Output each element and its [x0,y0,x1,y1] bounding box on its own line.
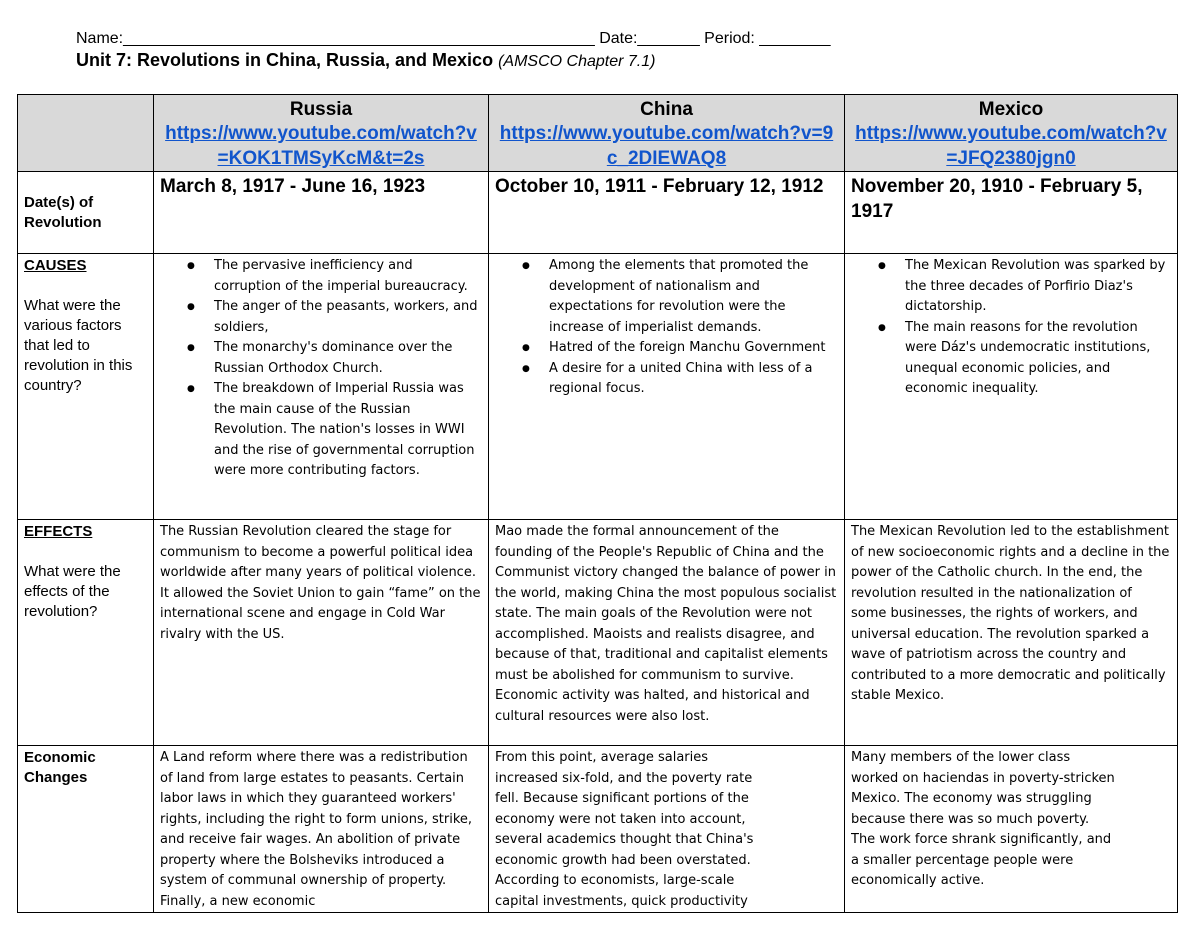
list-item: ● The main reasons for the revolution were Dáz's undemocratic institutions, unequal economic policies, and economic inequality. [905,318,1171,400]
country-name: Russia [289,99,353,120]
title-subtitle: (AMSCO Chapter 7.1) [498,53,656,70]
video-link[interactable]: https://www.youtube.com/watch?v=JFQ2380jgn0 [855,123,1167,169]
row-label-causes [18,254,154,520]
list-item: ● The Mexican Revolution was sparked by the three decades of Porfirio Diaz's dictatorship. [905,256,1171,318]
date-china: October 10, 1911 - February 12, 1912 [489,172,845,254]
economic-row [18,746,1178,913]
date-mexico: November 20, 1910 - February 5, 1917 [845,172,1178,254]
economic-mexico: Many members of the lower class worked on haciendas in poverty-stricken Mexico. The economy was struggling because there was so much poverty. The work force shrank significantly, and a smaller percentage people were economically active. [845,746,1178,913]
economic-russia: A Land reform where there was a redistribution of land from large estates to peasants. Certain labor laws in which they guaranteed workers' rights, including the right to form unions, strike, and receive fair wages. An abolition of private property where the Bolsheviks introduced a system of communal ownership of property. Finally, a new economic [154,746,489,913]
effects-mexico: The Mexican Revolution led to the establishment of new socioeconomic rights and a decline in the power of the Catholic church. In the end, the revolution resulted in the nationalization of some businesses, the rights of workers, and universal education. The revolution sparked a wave of patriotism across the country and contributed to a more democratic and politically stable Mexico. [845,520,1178,746]
video-link[interactable]: https://www.youtube.com/watch?v=9c_2DIEWAQ8 [499,123,834,169]
row-label-dates: Date(s) of Revolution [18,172,154,254]
country-name: China [640,99,693,120]
column-header-russia [154,95,489,172]
dates-row [18,172,1178,254]
list-item: ● Among the elements that promoted the development of nationalism and expectations for revolution were the increase of imperialist demands. [549,256,838,338]
effects-row [18,520,1178,746]
list-item: ● A desire for a united China with less of a regional focus. [549,359,838,400]
effects-question: What were the effects of the revolution? [24,563,121,620]
name-date-period-line: Name:_____________________________________________________ Date:_______ Period: ________ [76,30,831,47]
list-item: ● The monarchy's dominance over the Russian Orthodox Church. [214,338,482,379]
corner-cell [18,95,154,172]
causes-row [18,254,1178,520]
date-russia: March 8, 1917 - June 16, 1923 [154,172,489,254]
causes-heading: CAUSES [24,257,87,274]
page-title [76,50,655,71]
column-header-mexico [845,95,1178,172]
table-header-row [18,95,1178,172]
causes-russia [154,254,489,520]
video-link[interactable]: https://www.youtube.com/watch?v=KOK1TMSyKcM&t=2s [165,123,477,169]
causes-china [489,254,845,520]
list-item: ● The anger of the peasants, workers, and soldiers, [214,297,482,338]
list-item: ● The pervasive inefficiency and corruption of the imperial bureaucracy. [214,256,482,297]
effects-china: Mao made the formal announcement of the founding of the People's Republic of China and the Communist victory changed the balance of power in the world, making China the most populous socialist state. The main goals of the Revolution were not accomplished. Maoists and realists disagree, and because of that, traditional and capitalist elements must be abolished for communism to survive. Economic activity was halted, and historical and cultural resources were also lost. [489,520,845,746]
causes-question: What were the various factors that led to revolution in this country? [24,297,133,394]
economic-china: From this point, average salaries increased six-fold, and the poverty rate fell. Because significant portions of the economy were not taken into account, several academics thought that China's economic growth had been overstated. According to economists, large-scale capital investments, quick productivity [489,746,845,913]
row-label-effects [18,520,154,746]
list-item: ● The breakdown of Imperial Russia was the main cause of the Russian Revolution. The nation's losses in WWI and the rise of governmental corruption were more contributing factors. [214,379,482,482]
effects-russia: The Russian Revolution cleared the stage for communism to become a powerful political idea worldwide after many years of political violence. It allowed the Soviet Union to gain “fame” on the international scene and engage in Cold War rivalry with the US. [154,520,489,746]
column-header-china [489,95,845,172]
revolutions-table [17,94,1178,913]
country-name: Mexico [978,99,1044,120]
effects-heading: EFFECTS [24,523,93,540]
economic-heading: Economic Changes [24,749,96,786]
title-text: Unit 7: Revolutions in China, Russia, and Mexico [76,50,494,70]
list-item: ● Hatred of the foreign Manchu Government [549,338,838,359]
row-label-economic [18,746,154,913]
causes-mexico [845,254,1178,520]
